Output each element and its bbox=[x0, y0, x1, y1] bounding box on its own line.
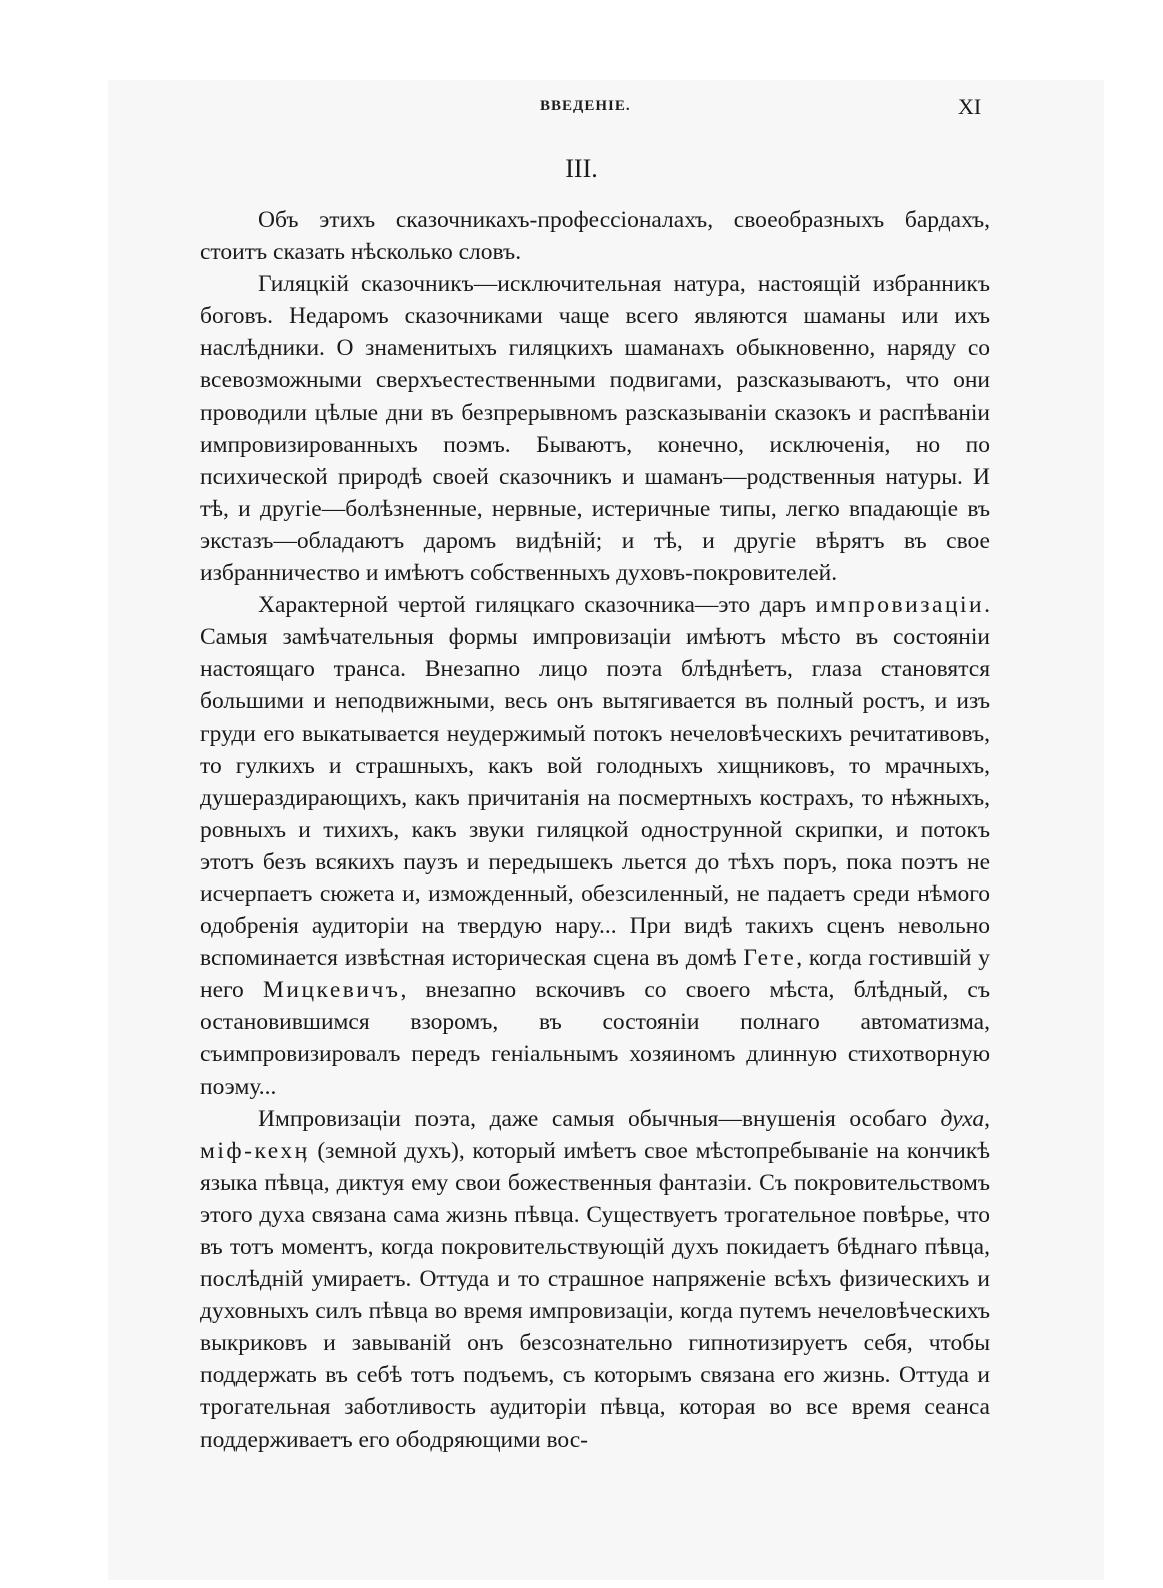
page-number: XI bbox=[958, 94, 982, 119]
body-text bbox=[200, 204, 990, 1456]
emphasis-goethe: Гете bbox=[743, 945, 797, 972]
running-header bbox=[0, 94, 1163, 124]
emphasis-earth-spirit-name: міф-кехӊ bbox=[200, 1137, 310, 1164]
paragraph-1: Объ этихъ сказочникахъ-профессіоналахъ, своеобразныхъ бардахъ, стоитъ сказать нѣсколько словъ. bbox=[200, 207, 990, 266]
paragraph-4-text-a: Импровизаціи поэта, даже самыя обычныя—внушенія особаго bbox=[258, 1105, 941, 1132]
emphasis-spirit: духа bbox=[940, 1105, 985, 1132]
paragraph-3 bbox=[200, 589, 990, 1103]
paragraph-3-text-a: Характерной чертой гиляцкаго сказочника—это даръ bbox=[258, 592, 816, 619]
paragraph-3-text-e: , когда гостившій у него bbox=[200, 945, 990, 1004]
paragraph-4-text-e: (земной духъ), который имѣетъ свое мѣстопребываніе на кончикѣ языка пѣвца, диктуя ему свои божественныя фантазіи. Съ покровительствомъ этого духа связана сама жизнь пѣвца. Существуетъ трогательное повѣрье, что въ тотъ моментъ, когда покровительствующій духъ покидаетъ бѣднаго пѣвца, послѣдній умираетъ. Оттуда и то страшное напряженіе всѣхъ физическихъ и духовныхъ силъ пѣвца во время импровизаціи, когда путемъ нечеловѣческихъ выкриковъ и завываній онъ безсознательно гипнотизируетъ себя, чтобы поддержать въ себѣ тотъ подъемъ, съ которымъ связана его жизнь. Оттуда и трогательная заботливость аудиторіи пѣвца, которая во все время сеанса поддерживаетъ его ободряющими вос- bbox=[200, 1137, 990, 1453]
paragraph-2: Гиляцкій сказочникъ—исключительная натура, настоящій избранникъ боговъ. Недаромъ сказочниками чаще всего являются шаманы или ихъ наслѣдники. О знаменитыхъ гиляцкихъ шаманахъ обыкновенно, наряду со всевозможными сверхъестественными подвигами, разсказываютъ, что они проводили цѣлые дни въ безпрерывномъ разсказываніи сказокъ и распѣваніи импровизированныхъ поэмъ. Бываютъ, конечно, исключенія, но по психической природѣ своей сказочникъ и шаманъ—родственныя натуры. И тѣ, и другіе—болѣзненные, нервные, истеричные типы, легко впадающіе въ экстазъ—обладаютъ даромъ видѣній; и тѣ, и другіе вѣрятъ въ свое избранничество и имѣютъ собственныхъ духовъ-покровителей. bbox=[200, 271, 990, 587]
emphasis-improvisation: импровизаціи bbox=[815, 592, 985, 619]
running-title: ВВЕДЕНІЕ. bbox=[540, 98, 631, 114]
paragraph-4-text-c: , bbox=[984, 1105, 990, 1132]
emphasis-mickiewicz: Мицкевичъ bbox=[262, 977, 401, 1004]
paragraph-4 bbox=[200, 1103, 990, 1456]
paragraph-3-text-g: , внезапно вскочивъ со своего мѣста, блѣдный, съ остановившимся взоромъ, въ состояніи полнаго автоматизма, съимпровизировалъ передъ геніальнымъ хозяиномъ длинную стихотворную поэму... bbox=[200, 977, 990, 1100]
paragraph-3-text-c: . Самыя замѣчательныя формы импровизаціи имѣютъ мѣсто въ состояніи настоящаго транса. Внезапно лицо поэта блѣднѣетъ, глаза становятся большими и неподвижными, весь онъ вытягивается въ полный ростъ, и изъ груди его выкатывается неудержимый потокъ нечеловѣческихъ речитативовъ, то гулкихъ и страшныхъ, какъ вой голодныхъ хищниковъ, то мрачныхъ, душераздирающихъ, какъ причитанія на посмертныхъ кострахъ, то нѣжныхъ, ровныхъ и тихихъ, какъ звуки гиляцкой однострунной скрипки, и потокъ этотъ безъ всякихъ паузъ и передышекъ льется до тѣхъ поръ, пока поэтъ не исчерпаетъ сюжета и, изможденный, обезсиленный, не падаетъ среди нѣмого одобренія аудиторіи на твердую нару... При видѣ такихъ сценъ невольно вспоминается извѣстная историческая сцена въ домѣ bbox=[200, 592, 990, 972]
section-number: III. bbox=[565, 154, 598, 183]
